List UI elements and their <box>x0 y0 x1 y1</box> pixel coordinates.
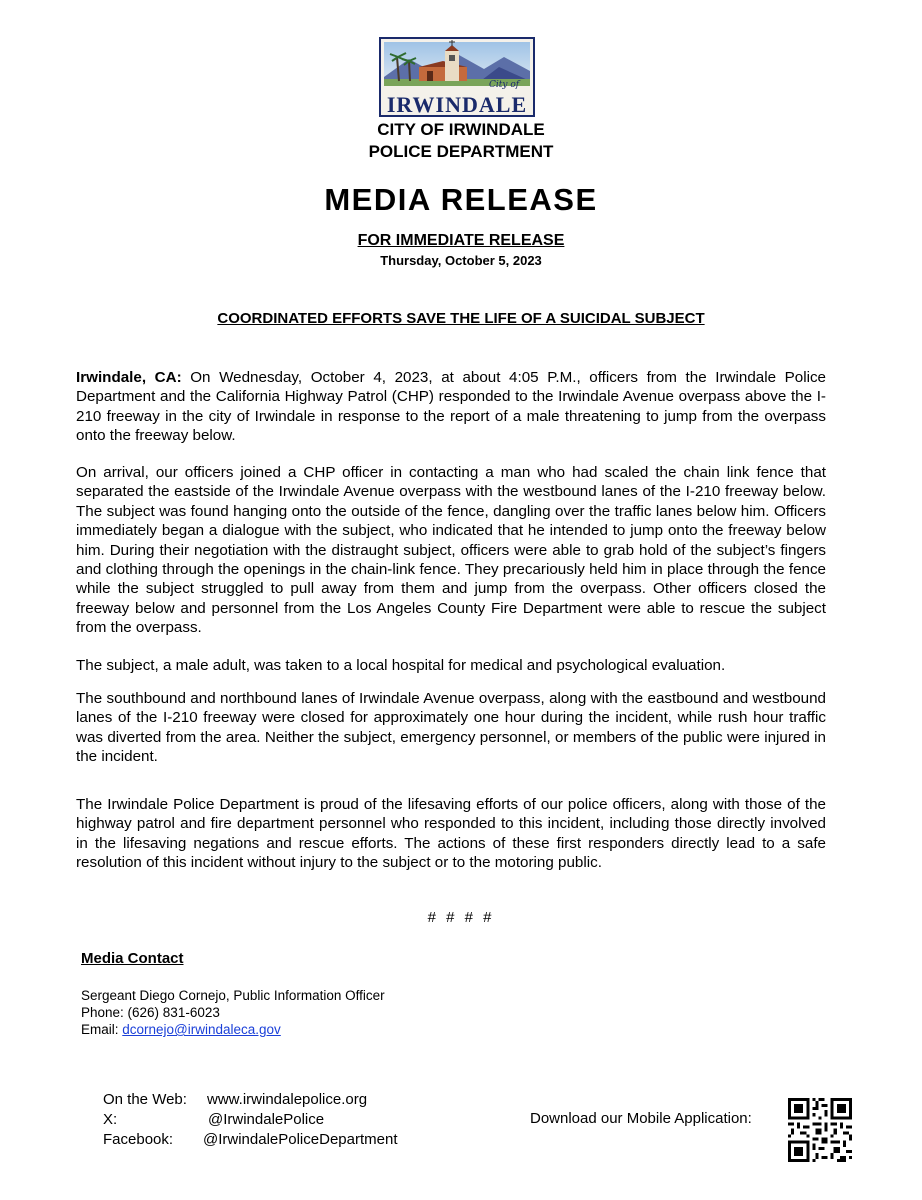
media-contact-heading: Media Contact <box>81 950 184 967</box>
contact-name: Sergeant Diego Cornejo, Public Information Officer <box>81 988 385 1003</box>
immediate-release-label: FOR IMMEDIATE RELEASE <box>357 232 565 249</box>
paragraph-1 <box>76 368 826 446</box>
mobile-app-label: Download our Mobile Application: <box>530 1110 752 1127</box>
logo-city-name: IRWINDALE <box>386 92 528 117</box>
web-url[interactable]: www.irwindalepolice.org <box>207 1091 368 1108</box>
contact-email-link[interactable]: dcornejo@irwindaleca.gov <box>122 1022 281 1037</box>
paragraph-4: The southbound and northbound lanes of Irwindale Avenue overpass, along with the eastbound and westbound lanes of the I-210 freeway were closed for approximately one hour during the incident, while rush hour traffic was diverted from the area. Neither the subject, emergency personnel, or members of the public were injured in the incident. <box>76 690 826 766</box>
contact-phone: Phone: (626) 831-6023 <box>81 1005 220 1020</box>
city-logo <box>379 37 535 117</box>
department-line-2: POLICE DEPARTMENT <box>368 142 554 161</box>
qr-code-icon[interactable] <box>788 1098 852 1162</box>
x-handle[interactable]: @IrwindalePolice <box>208 1111 325 1128</box>
paragraph-3: The subject, a male adult, was taken to a local hospital for medical and psychological evaluation. <box>76 657 726 674</box>
paragraph-2: On arrival, our officers joined a CHP officer in contacting a man who had scaled the chain link fence that separated the eastside of the Irwindale Avenue overpass with the westbound lanes of the I-210 freeway below. The subject was found hanging onto the outside of the fence, dangling over the traffic lanes below him. Officers immediately began a dialogue with the subject, who indicated that he intended to jump onto the freeway below him. During their negotiation with the distraught subject, officers were able to grab hold of the subject’s fingers and clothing through the openings in the chain-link fence. They precariously held him in place through the fence while the subject struggled to pull away from them and jump from the overpass. Other officers closed the freeway below and personnel from the Los Angeles County Fire Department were able to rescue the subject from the overpass. <box>76 464 826 637</box>
paragraph-1-text: On Wednesday, October 4, 2023, at about 4:05 P.M., officers from the Irwindale Police Department and the California Highway Patrol (CHP) responded to the Irwindale Avenue overpass above the I-210 freeway in the city of Irwindale in response to the report of a male threatening to jump from the overpass onto the freeway below. <box>76 369 826 445</box>
contact-email-label: Email: <box>81 1022 123 1037</box>
facebook-label: Facebook: <box>103 1131 174 1148</box>
department-line-1: CITY OF IRWINDALE <box>377 120 545 139</box>
web-label: On the Web: <box>103 1091 187 1108</box>
dateline: Irwindale, CA: <box>76 369 182 386</box>
release-date: Thursday, October 5, 2023 <box>380 253 542 268</box>
facebook-handle[interactable]: @IrwindalePoliceDepartment <box>203 1131 398 1148</box>
contact-email-line <box>81 1022 281 1037</box>
x-label: X: <box>103 1111 118 1128</box>
paragraph-5: The Irwindale Police Department is proud of the lifesaving efforts of our police officers, along with those of the highway patrol and fire department personnel who responded to this incident, including those directly involved in the lifesaving negations and rescue efforts. The actions of these first responders directly lead to a safe resolution of this incident without injury to the subject or to the motoring public. <box>76 796 826 872</box>
headline: COORDINATED EFFORTS SAVE THE LIFE OF A SUICIDAL SUBJECT <box>217 310 705 327</box>
page-title: MEDIA RELEASE <box>324 182 598 217</box>
logo-city-of-text: City of <box>489 80 520 90</box>
end-mark: # # # # <box>427 909 495 926</box>
qr-code-graphic <box>788 1098 852 1162</box>
